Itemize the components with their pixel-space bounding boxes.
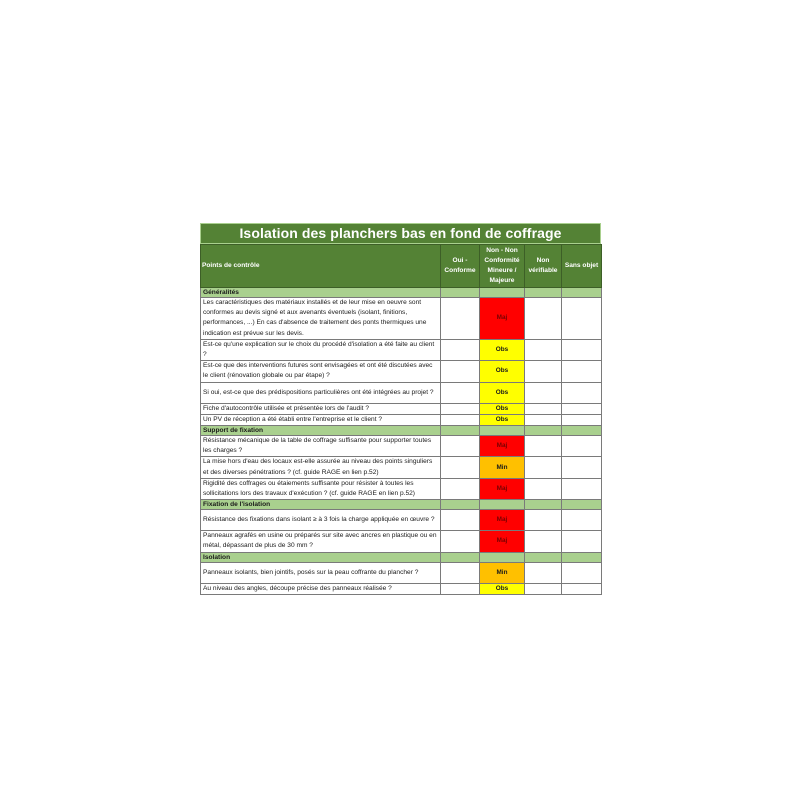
cell-oui[interactable] [441, 298, 480, 340]
cell-oui[interactable] [441, 403, 480, 414]
cell-non-verifiable[interactable] [525, 478, 562, 499]
control-point: Panneaux isolants, bien jointifs, posés sur la peau coffrante du plancher ? [201, 562, 441, 583]
section-row-generalites [201, 288, 602, 298]
cell-sans-objet[interactable] [562, 414, 602, 425]
section-label: Généralités [201, 288, 441, 298]
table-row [201, 361, 602, 382]
section-label: Support de fixation [201, 426, 441, 436]
status-cell[interactable]: Obs [480, 403, 525, 414]
cell-oui[interactable] [441, 436, 480, 457]
control-point: Au niveau des angles, découpe précise des panneaux réalisée ? [201, 583, 441, 594]
status-cell[interactable]: Obs [480, 361, 525, 382]
table-row [201, 436, 602, 457]
cell-oui[interactable] [441, 414, 480, 425]
cell-oui[interactable] [441, 478, 480, 499]
cell-sans-objet[interactable] [562, 457, 602, 478]
cell-non-verifiable[interactable] [525, 562, 562, 583]
cell-non-verifiable[interactable] [525, 382, 562, 403]
status-cell[interactable]: Maj [480, 436, 525, 457]
col-header-non-conformite: Non - Non Conformité Mineure / Majeure [480, 245, 525, 288]
cell-sans-objet[interactable] [562, 382, 602, 403]
table-row [201, 298, 602, 340]
cell-oui[interactable] [441, 382, 480, 403]
table-row [201, 510, 602, 531]
cell-non-verifiable[interactable] [525, 403, 562, 414]
status-cell[interactable]: Maj [480, 510, 525, 531]
status-cell[interactable]: Maj [480, 531, 525, 552]
status-cell[interactable]: Maj [480, 478, 525, 499]
cell-sans-objet[interactable] [562, 403, 602, 414]
status-cell[interactable]: Min [480, 457, 525, 478]
control-point: La mise hors d'eau des locaux est-elle assurée au niveau des points singuliers et des diverses pénétrations ? (cf. guide RAGE en lien p.52) [201, 457, 441, 478]
cell-non-verifiable[interactable] [525, 339, 562, 360]
cell-oui[interactable] [441, 510, 480, 531]
cell-sans-objet[interactable] [562, 562, 602, 583]
cell-sans-objet[interactable] [562, 436, 602, 457]
cell-oui[interactable] [441, 562, 480, 583]
cell-sans-objet[interactable] [562, 361, 602, 382]
control-point: Un PV de réception a été établi entre l'entreprise et le client ? [201, 414, 441, 425]
section-label: Isolation [201, 552, 441, 562]
cell-non-verifiable[interactable] [525, 457, 562, 478]
cell-sans-objet[interactable] [562, 583, 602, 594]
cell-non-verifiable[interactable] [525, 531, 562, 552]
cell-non-verifiable[interactable] [525, 436, 562, 457]
control-point: Fiche d'autocontrôle utilisée et présentée lors de l'audit ? [201, 403, 441, 414]
table-row [201, 531, 602, 552]
cell-oui[interactable] [441, 339, 480, 360]
col-header-oui-conforme: Oui - Conforme [441, 245, 480, 288]
table-row [201, 414, 602, 425]
status-cell[interactable]: Obs [480, 414, 525, 425]
cell-non-verifiable[interactable] [525, 414, 562, 425]
table-row [201, 403, 602, 414]
cell-non-verifiable[interactable] [525, 361, 562, 382]
table-row [201, 382, 602, 403]
col-header-points: Points de contrôle [201, 245, 441, 288]
table-row [201, 339, 602, 360]
cell-oui[interactable] [441, 531, 480, 552]
section-row-support-de-fixation [201, 426, 602, 436]
status-cell[interactable]: Obs [480, 382, 525, 403]
section-row-fixation-isolation [201, 500, 602, 510]
control-point: Résistance mécanique de la table de coffrage suffisante pour supporter toutes les charges ? [201, 436, 441, 457]
table-row [201, 457, 602, 478]
cell-non-verifiable[interactable] [525, 510, 562, 531]
table-row [201, 478, 602, 499]
table-row [201, 562, 602, 583]
checklist-sheet [200, 223, 601, 592]
cell-sans-objet[interactable] [562, 510, 602, 531]
table-row [201, 583, 602, 594]
control-point: Panneaux agrafés en usine ou préparés sur site avec ancres en plastique ou en métal, dépassant de plus de 30 mm ? [201, 531, 441, 552]
sheet-title: Isolation des planchers bas en fond de coffrage [200, 223, 601, 244]
status-cell[interactable]: Min [480, 562, 525, 583]
cell-non-verifiable[interactable] [525, 583, 562, 594]
control-point: Rigidité des coffrages ou étaiements suffisante pour résister à toutes les sollicitations lors des travaux d'exécution ? (cf. guide RAGE en lien p.52) [201, 478, 441, 499]
status-cell[interactable]: Maj [480, 298, 525, 340]
control-point: Est-ce qu'une explication sur le choix du procédé d'isolation a été faite au client ? [201, 339, 441, 360]
section-row-isolation [201, 552, 602, 562]
header-row [201, 245, 602, 288]
cell-sans-objet[interactable] [562, 298, 602, 340]
col-header-sans-objet: Sans objet [562, 245, 602, 288]
checklist-table [200, 244, 602, 595]
cell-oui[interactable] [441, 457, 480, 478]
cell-sans-objet[interactable] [562, 339, 602, 360]
control-point: Résistance des fixations dans isolant ≥ à 3 fois la charge appliquée en œuvre ? [201, 510, 441, 531]
col-header-non-verifiable: Non vérifiable [525, 245, 562, 288]
cell-sans-objet[interactable] [562, 478, 602, 499]
status-cell[interactable]: Obs [480, 339, 525, 360]
control-point: Est-ce que des interventions futures sont envisagées et ont été discutées avec le client (rénovation globale ou par étape) ? [201, 361, 441, 382]
status-cell[interactable]: Obs [480, 583, 525, 594]
cell-non-verifiable[interactable] [525, 298, 562, 340]
cell-sans-objet[interactable] [562, 531, 602, 552]
control-point: Les caractéristiques des matériaux installés et de leur mise en oeuvre sont conformes au devis signé et aux avenants éventuels (isolant, finitions, performances, ...) En cas d'absence de traitement des ponts thermiques une indication est prévue sur les devis. [201, 298, 441, 340]
section-label: Fixation de l'isolation [201, 500, 441, 510]
control-point: Si oui, est-ce que des prédispositions particulières ont été intégrées au projet ? [201, 382, 441, 403]
cell-oui[interactable] [441, 361, 480, 382]
cell-oui[interactable] [441, 583, 480, 594]
